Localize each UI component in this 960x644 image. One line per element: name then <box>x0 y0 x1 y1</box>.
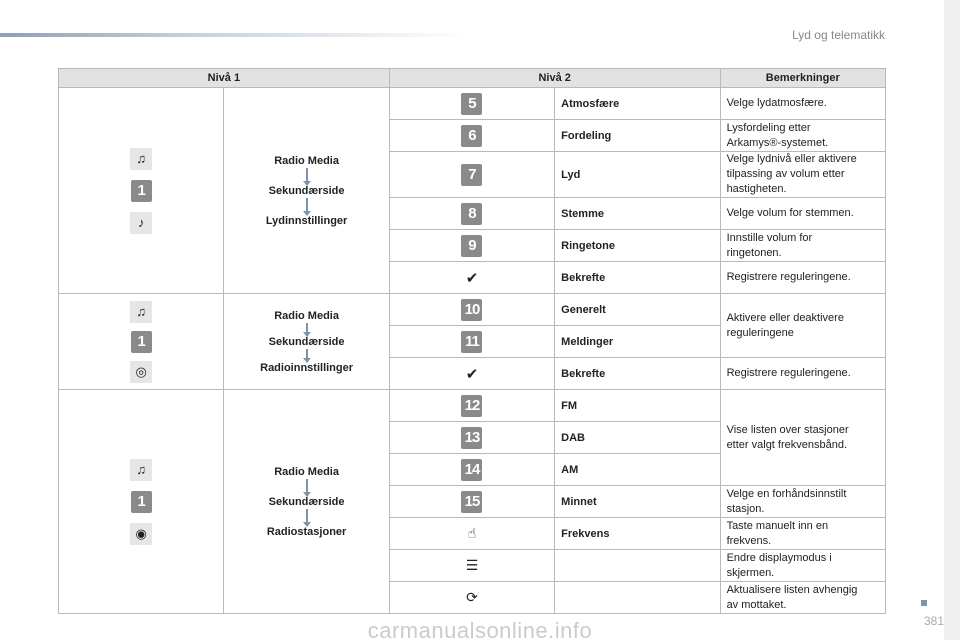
level1-path <box>224 390 389 614</box>
remark: Taste manuelt inn en frekvens. <box>720 518 885 550</box>
page-number: 381 <box>923 614 944 628</box>
path-step: Sekundærside <box>268 495 345 508</box>
down-arrow-icon <box>306 479 308 493</box>
path-step: Radio Media <box>274 309 339 322</box>
down-arrow-icon <box>306 198 308 212</box>
hand-tap-icon: ☝ <box>389 518 554 550</box>
step-badge: 1 <box>131 331 152 353</box>
level2-label: Meldinger <box>555 326 720 358</box>
step-number: 15 <box>389 486 554 518</box>
path-step: Radio Media <box>274 465 339 478</box>
page-marker <box>921 600 927 606</box>
step-badge: 1 <box>131 180 152 202</box>
remark: Vise listen over stasjoner etter valgt frekvensbånd. <box>720 390 885 486</box>
group-icons <box>59 88 224 294</box>
step-number: 6 <box>389 120 554 152</box>
remark: Velge volum for stemmen. <box>720 198 885 230</box>
step-badge: 1 <box>131 491 152 513</box>
level2-label: Frekvens <box>555 518 720 550</box>
header-level1: Nivå 1 <box>59 69 390 88</box>
path-step: Radioinnstillinger <box>260 361 354 374</box>
step-number: 8 <box>389 198 554 230</box>
table-header-row <box>59 69 886 88</box>
level2-label <box>555 582 720 614</box>
down-arrow-icon <box>306 349 308 359</box>
page-header-title: Lyd og telematikk <box>792 28 885 42</box>
remark: Endre displaymodus i skjermen. <box>720 550 885 582</box>
remark: Innstille volum for ringetonen. <box>720 230 885 262</box>
path-step: Radiostasjoner <box>266 525 347 538</box>
level2-label: Atmosfære <box>555 88 720 120</box>
path-step: Lydinnstillinger <box>265 214 348 227</box>
down-arrow-icon <box>306 509 308 523</box>
watermark: carmanualsonline.info <box>367 618 593 643</box>
level2-label: Minnet <box>555 486 720 518</box>
level2-label: Fordeling <box>555 120 720 152</box>
group-icons <box>59 390 224 614</box>
sound-settings-icon: ♪ <box>130 212 152 234</box>
header-remarks: Bemerkninger <box>720 69 885 88</box>
step-number: 14 <box>389 454 554 486</box>
table-row <box>59 390 886 422</box>
step-number: 9 <box>389 230 554 262</box>
level2-label: DAB <box>555 422 720 454</box>
radio-settings-icon: ◎ <box>130 361 152 383</box>
level2-label: Generelt <box>555 294 720 326</box>
group-icons <box>59 294 224 390</box>
level1-path <box>224 294 389 390</box>
level2-label: FM <box>555 390 720 422</box>
step-number: 7 <box>389 152 554 198</box>
remark: Aktivere eller deaktivere reguleringene <box>720 294 885 358</box>
settings-table <box>58 68 886 614</box>
path-step: Sekundærside <box>268 335 345 348</box>
display-mode-icon: ☰ <box>389 550 554 582</box>
music-note-icon: ♫ <box>130 459 152 481</box>
remark: Registrere reguleringene. <box>720 358 885 390</box>
level1-path <box>224 88 389 294</box>
level2-label: Bekrefte <box>555 262 720 294</box>
step-number: 10 <box>389 294 554 326</box>
table-row <box>59 88 886 120</box>
remark: Registrere reguleringene. <box>720 262 885 294</box>
right-margin-strip <box>944 0 960 640</box>
table-row <box>59 294 886 326</box>
remark: Aktualisere listen avhengig av mottaket. <box>720 582 885 614</box>
step-number: 5 <box>389 88 554 120</box>
check-icon: ✔ <box>389 262 554 294</box>
path-step: Radio Media <box>274 154 339 167</box>
down-arrow-icon <box>306 168 308 182</box>
music-note-icon: ♫ <box>130 301 152 323</box>
music-note-icon: ♫ <box>130 148 152 170</box>
remark: Lysfordeling etter Arkamys®-systemet. <box>720 120 885 152</box>
header-level2: Nivå 2 <box>389 69 720 88</box>
remark: Velge lydatmosfære. <box>720 88 885 120</box>
level2-label <box>555 550 720 582</box>
step-number: 13 <box>389 422 554 454</box>
level2-label: Lyd <box>555 152 720 198</box>
down-arrow-icon <box>306 323 308 333</box>
radio-station-icon: ◉ <box>130 523 152 545</box>
level2-label: Bekrefte <box>555 358 720 390</box>
step-number: 11 <box>389 326 554 358</box>
level2-label: Stemme <box>555 198 720 230</box>
header-accent-bar <box>0 33 470 37</box>
check-icon: ✔ <box>389 358 554 390</box>
path-step: Sekundærside <box>268 184 345 197</box>
level2-label: AM <box>555 454 720 486</box>
step-number: 12 <box>389 390 554 422</box>
level2-label: Ringetone <box>555 230 720 262</box>
remark: Velge lydnivå eller aktivere tilpassing av volum etter hastigheten. <box>720 152 885 198</box>
remark: Velge en forhåndsinnstilt stasjon. <box>720 486 885 518</box>
refresh-icon: ⟳ <box>389 582 554 614</box>
